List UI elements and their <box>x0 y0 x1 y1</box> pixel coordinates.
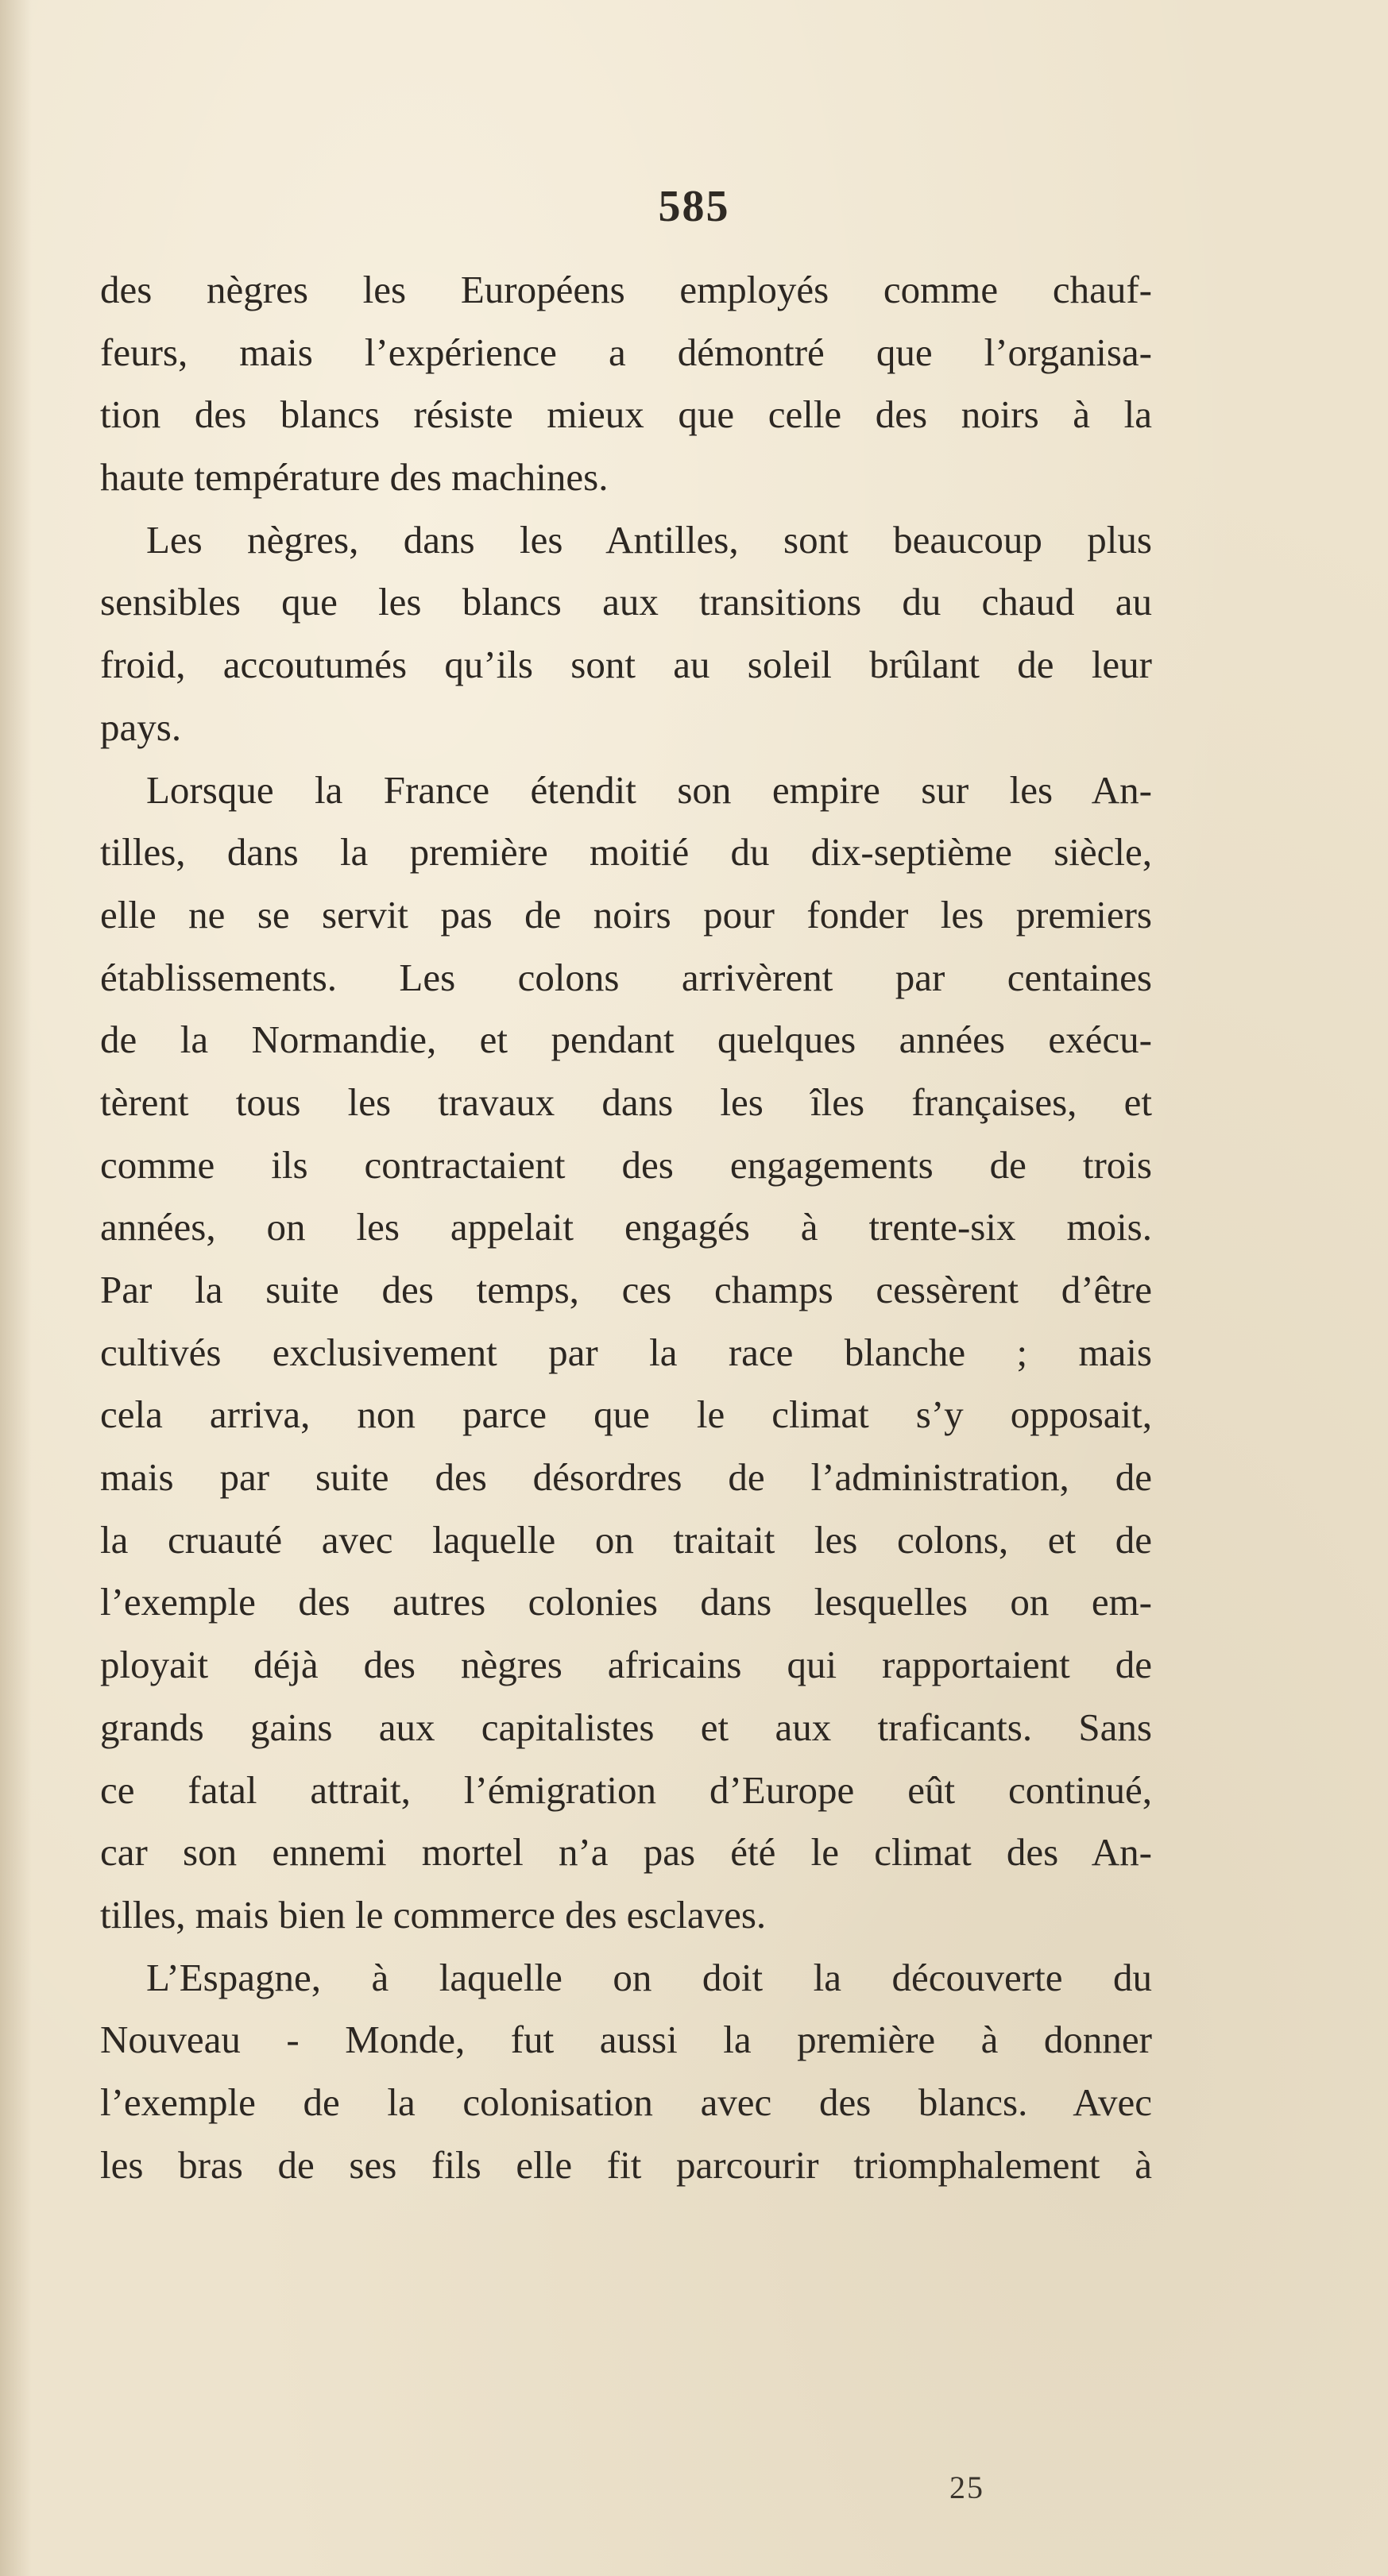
text-line: feurs, mais l’expérience a démontré que l’organisa- <box>100 330 1152 374</box>
text-line: Les nègres, dans les Antilles, sont beaucoup plus <box>146 517 1152 562</box>
body-text <box>100 259 1152 2196</box>
text-line: Nouveau - Monde, fut aussi la première à donner <box>100 2018 1152 2062</box>
text-line: elle ne se servit pas de noirs pour fonder les premiers <box>100 892 1152 937</box>
text-line: la cruauté avec laquelle on traitait les colons, et de <box>100 1517 1152 1562</box>
text-line: années, on les appelait engagés à trente-six mois. <box>100 1205 1152 1249</box>
text-line: de la Normandie, et pendant quelques années exécu- <box>100 1018 1152 1062</box>
text-line: L’Espagne, à laquelle on doit la découverte du <box>146 1955 1152 1999</box>
text-line: cultivés exclusivement par la race blanche ; mais <box>100 1330 1152 1374</box>
text-line: l’exemple des autres colonies dans lesquelles on em- <box>100 1580 1152 1624</box>
text-line: établissements. Les colons arrivèrent par centaines <box>100 955 1152 999</box>
gutter-shadow <box>0 0 32 2576</box>
text-line: les bras de ses fils elle fit parcourir triomphalement à <box>100 2142 1152 2187</box>
text-line: sensibles que les blancs aux transitions du chaud au <box>100 580 1152 624</box>
text-line: haute température des machines. <box>100 455 609 500</box>
signature-mark: 25 <box>949 2470 984 2505</box>
text-line: cela arriva, non parce que le climat s’y opposait, <box>100 1392 1152 1437</box>
text-line: l’exemple de la colonisation avec des blancs. Avec <box>100 2080 1152 2124</box>
text-line: Par la suite des temps, ces champs cessèrent d’être <box>100 1268 1152 1311</box>
text-line: pays. <box>100 705 182 749</box>
text-line: car son ennemi mortel n’a pas été le climat des An- <box>100 1830 1152 1875</box>
text-line: mais par suite des désordres de l’administration, de <box>100 1455 1152 1500</box>
text-line: grands gains aux capitalistes et aux traficants. Sans <box>100 1705 1152 1749</box>
text-line: froid, accoutumés qu’ils sont au soleil brûlant de leur <box>100 643 1152 687</box>
text-line: tion des blancs résiste mieux que celle des noirs à la <box>100 392 1152 437</box>
page-number: 585 <box>658 182 730 231</box>
text-line: tilles, mais bien le commerce des esclaves. <box>100 1892 767 1937</box>
text-line: ce fatal attrait, l’émigration d’Europe eût continué, <box>100 1767 1152 1812</box>
text-line: tilles, dans la première moitié du dix-septième siècle, <box>100 830 1152 875</box>
text-line: comme ils contractaient des engagements de trois <box>100 1142 1152 1187</box>
text-line: ployait déjà des nègres africains qui rapportaient de <box>100 1643 1152 1687</box>
text-line: des nègres les Européens employés comme chauf- <box>100 268 1152 311</box>
text-line: tèrent tous les travaux dans les îles françaises, et <box>100 1079 1152 1124</box>
text-line: Lorsque la France étendit son empire sur les An- <box>146 767 1152 812</box>
